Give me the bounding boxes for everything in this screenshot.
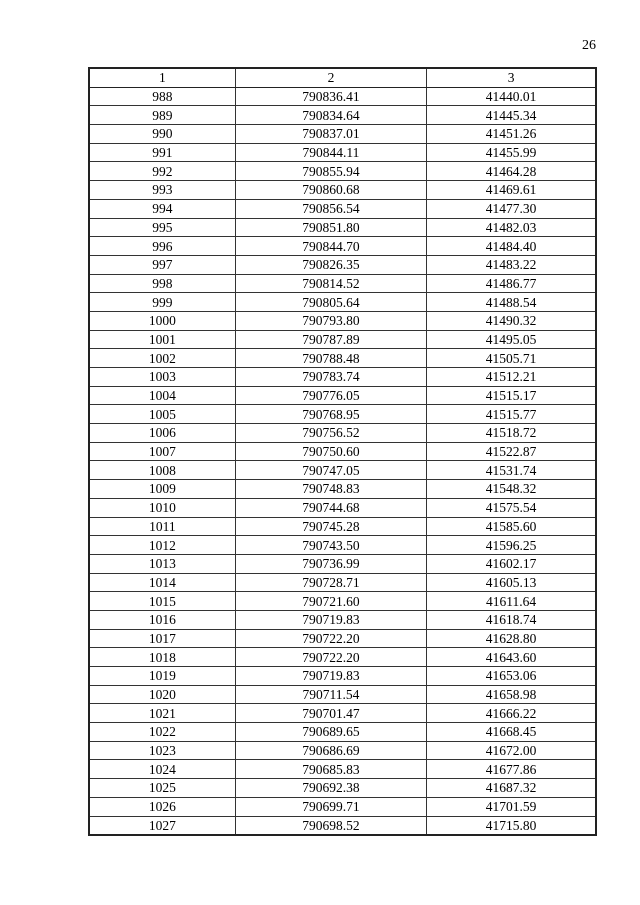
x-coordinate-cell: 790744.68 [235, 498, 426, 517]
x-coordinate-cell: 790719.83 [235, 667, 426, 686]
point-number-cell: 993 [89, 181, 235, 200]
point-number-cell: 989 [89, 106, 235, 125]
point-number-cell: 991 [89, 143, 235, 162]
x-coordinate-cell: 790826.35 [235, 255, 426, 274]
y-coordinate-cell: 41605.13 [427, 573, 596, 592]
x-coordinate-cell: 790793.80 [235, 311, 426, 330]
table-row [89, 274, 596, 293]
table-row [89, 424, 596, 443]
table-row [89, 237, 596, 256]
point-number-cell: 1006 [89, 424, 235, 443]
table-row [89, 573, 596, 592]
x-coordinate-cell: 790756.52 [235, 424, 426, 443]
point-number-cell: 1018 [89, 648, 235, 667]
point-number-cell: 1023 [89, 741, 235, 760]
table-row [89, 592, 596, 611]
y-coordinate-cell: 41522.87 [427, 442, 596, 461]
table-row [89, 349, 596, 368]
table-row [89, 106, 596, 125]
point-number-cell: 1012 [89, 536, 235, 555]
point-number-cell: 1021 [89, 704, 235, 723]
x-coordinate-cell: 790855.94 [235, 162, 426, 181]
y-coordinate-cell: 41440.01 [427, 87, 596, 106]
x-coordinate-cell: 790750.60 [235, 442, 426, 461]
table-row [89, 779, 596, 798]
x-coordinate-cell: 790776.05 [235, 386, 426, 405]
x-coordinate-cell: 790711.54 [235, 685, 426, 704]
y-coordinate-cell: 41455.99 [427, 143, 596, 162]
table-row [89, 181, 596, 200]
point-number-cell: 1007 [89, 442, 235, 461]
x-coordinate-cell: 790701.47 [235, 704, 426, 723]
table-row [89, 554, 596, 573]
table-row [89, 386, 596, 405]
point-number-cell: 997 [89, 255, 235, 274]
x-coordinate-cell: 790844.11 [235, 143, 426, 162]
y-coordinate-cell: 41482.03 [427, 218, 596, 237]
x-coordinate-cell: 790689.65 [235, 723, 426, 742]
table-row [89, 517, 596, 536]
point-number-cell: 1010 [89, 498, 235, 517]
y-coordinate-cell: 41653.06 [427, 667, 596, 686]
y-coordinate-cell: 41464.28 [427, 162, 596, 181]
table-row [89, 255, 596, 274]
y-coordinate-cell: 41483.22 [427, 255, 596, 274]
point-number-cell: 1002 [89, 349, 235, 368]
point-number-cell: 1024 [89, 760, 235, 779]
y-coordinate-cell: 41643.60 [427, 648, 596, 667]
point-number-cell: 1020 [89, 685, 235, 704]
y-coordinate-cell: 41518.72 [427, 424, 596, 443]
point-number-cell: 994 [89, 199, 235, 218]
table-body [89, 87, 596, 835]
y-coordinate-cell: 41477.30 [427, 199, 596, 218]
point-number-cell: 1013 [89, 554, 235, 573]
x-coordinate-cell: 790768.95 [235, 405, 426, 424]
y-coordinate-cell: 41495.05 [427, 330, 596, 349]
column-header-3: 3 [427, 68, 596, 87]
x-coordinate-cell: 790856.54 [235, 199, 426, 218]
table-header [89, 68, 596, 87]
point-number-cell: 1027 [89, 816, 235, 835]
table-row [89, 741, 596, 760]
y-coordinate-cell: 41666.22 [427, 704, 596, 723]
y-coordinate-cell: 41484.40 [427, 237, 596, 256]
table-row [89, 629, 596, 648]
x-coordinate-cell: 790736.99 [235, 554, 426, 573]
table-row [89, 461, 596, 480]
x-coordinate-cell: 790686.69 [235, 741, 426, 760]
table-row [89, 330, 596, 349]
point-number-cell: 1009 [89, 480, 235, 499]
point-number-cell: 999 [89, 293, 235, 312]
table-row [89, 442, 596, 461]
table-row [89, 199, 596, 218]
y-coordinate-cell: 41490.32 [427, 311, 596, 330]
point-number-cell: 1008 [89, 461, 235, 480]
point-number-cell: 1011 [89, 517, 235, 536]
y-coordinate-cell: 41531.74 [427, 461, 596, 480]
y-coordinate-cell: 41701.59 [427, 797, 596, 816]
point-number-cell: 995 [89, 218, 235, 237]
table-row [89, 648, 596, 667]
point-number-cell: 1005 [89, 405, 235, 424]
x-coordinate-cell: 790860.68 [235, 181, 426, 200]
y-coordinate-cell: 41575.54 [427, 498, 596, 517]
y-coordinate-cell: 41715.80 [427, 816, 596, 835]
point-number-cell: 1014 [89, 573, 235, 592]
point-number-cell: 1019 [89, 667, 235, 686]
x-coordinate-cell: 790834.64 [235, 106, 426, 125]
x-coordinate-cell: 790722.20 [235, 648, 426, 667]
y-coordinate-cell: 41658.98 [427, 685, 596, 704]
table-row [89, 405, 596, 424]
y-coordinate-cell: 41596.25 [427, 536, 596, 555]
table-row [89, 498, 596, 517]
point-number-cell: 988 [89, 87, 235, 106]
x-coordinate-cell: 790722.20 [235, 629, 426, 648]
table-row [89, 667, 596, 686]
y-coordinate-cell: 41451.26 [427, 125, 596, 144]
point-number-cell: 1026 [89, 797, 235, 816]
x-coordinate-cell: 790698.52 [235, 816, 426, 835]
y-coordinate-cell: 41668.45 [427, 723, 596, 742]
table-row [89, 368, 596, 387]
x-coordinate-cell: 790788.48 [235, 349, 426, 368]
x-coordinate-cell: 790748.83 [235, 480, 426, 499]
x-coordinate-cell: 790844.70 [235, 237, 426, 256]
table-row [89, 125, 596, 144]
y-coordinate-cell: 41469.61 [427, 181, 596, 200]
x-coordinate-cell: 790805.64 [235, 293, 426, 312]
point-number-cell: 996 [89, 237, 235, 256]
table-row [89, 760, 596, 779]
table-row [89, 480, 596, 499]
table-row [89, 218, 596, 237]
y-coordinate-cell: 41548.32 [427, 480, 596, 499]
x-coordinate-cell: 790851.80 [235, 218, 426, 237]
point-number-cell: 1025 [89, 779, 235, 798]
y-coordinate-cell: 41618.74 [427, 610, 596, 629]
point-number-cell: 1003 [89, 368, 235, 387]
x-coordinate-cell: 790692.38 [235, 779, 426, 798]
coordinates-table [88, 67, 597, 836]
y-coordinate-cell: 41486.77 [427, 274, 596, 293]
table-row [89, 797, 596, 816]
point-number-cell: 998 [89, 274, 235, 293]
point-number-cell: 992 [89, 162, 235, 181]
point-number-cell: 1001 [89, 330, 235, 349]
point-number-cell: 1017 [89, 629, 235, 648]
x-coordinate-cell: 790728.71 [235, 573, 426, 592]
page-number: 26 [582, 38, 596, 53]
column-header-2: 2 [235, 68, 426, 87]
y-coordinate-cell: 41515.17 [427, 386, 596, 405]
column-header-1: 1 [89, 68, 235, 87]
point-number-cell: 1000 [89, 311, 235, 330]
x-coordinate-cell: 790721.60 [235, 592, 426, 611]
y-coordinate-cell: 41585.60 [427, 517, 596, 536]
x-coordinate-cell: 790787.89 [235, 330, 426, 349]
x-coordinate-cell: 790836.41 [235, 87, 426, 106]
x-coordinate-cell: 790699.71 [235, 797, 426, 816]
table-row [89, 685, 596, 704]
table-row [89, 816, 596, 835]
point-number-cell: 1016 [89, 610, 235, 629]
y-coordinate-cell: 41677.86 [427, 760, 596, 779]
table-row [89, 536, 596, 555]
table-row [89, 293, 596, 312]
y-coordinate-cell: 41505.71 [427, 349, 596, 368]
y-coordinate-cell: 41672.00 [427, 741, 596, 760]
point-number-cell: 1004 [89, 386, 235, 405]
y-coordinate-cell: 41488.54 [427, 293, 596, 312]
table-row [89, 162, 596, 181]
y-coordinate-cell: 41628.80 [427, 629, 596, 648]
table-row [89, 143, 596, 162]
y-coordinate-cell: 41445.34 [427, 106, 596, 125]
y-coordinate-cell: 41515.77 [427, 405, 596, 424]
table-row [89, 723, 596, 742]
y-coordinate-cell: 41512.21 [427, 368, 596, 387]
y-coordinate-cell: 41611.64 [427, 592, 596, 611]
y-coordinate-cell: 41687.32 [427, 779, 596, 798]
table-row [89, 704, 596, 723]
x-coordinate-cell: 790783.74 [235, 368, 426, 387]
point-number-cell: 1015 [89, 592, 235, 611]
table-row [89, 610, 596, 629]
x-coordinate-cell: 790745.28 [235, 517, 426, 536]
x-coordinate-cell: 790743.50 [235, 536, 426, 555]
x-coordinate-cell: 790837.01 [235, 125, 426, 144]
point-number-cell: 1022 [89, 723, 235, 742]
point-number-cell: 990 [89, 125, 235, 144]
x-coordinate-cell: 790747.05 [235, 461, 426, 480]
x-coordinate-cell: 790685.83 [235, 760, 426, 779]
header-row [89, 68, 596, 87]
y-coordinate-cell: 41602.17 [427, 554, 596, 573]
x-coordinate-cell: 790814.52 [235, 274, 426, 293]
table-row [89, 87, 596, 106]
x-coordinate-cell: 790719.83 [235, 610, 426, 629]
table-row [89, 311, 596, 330]
